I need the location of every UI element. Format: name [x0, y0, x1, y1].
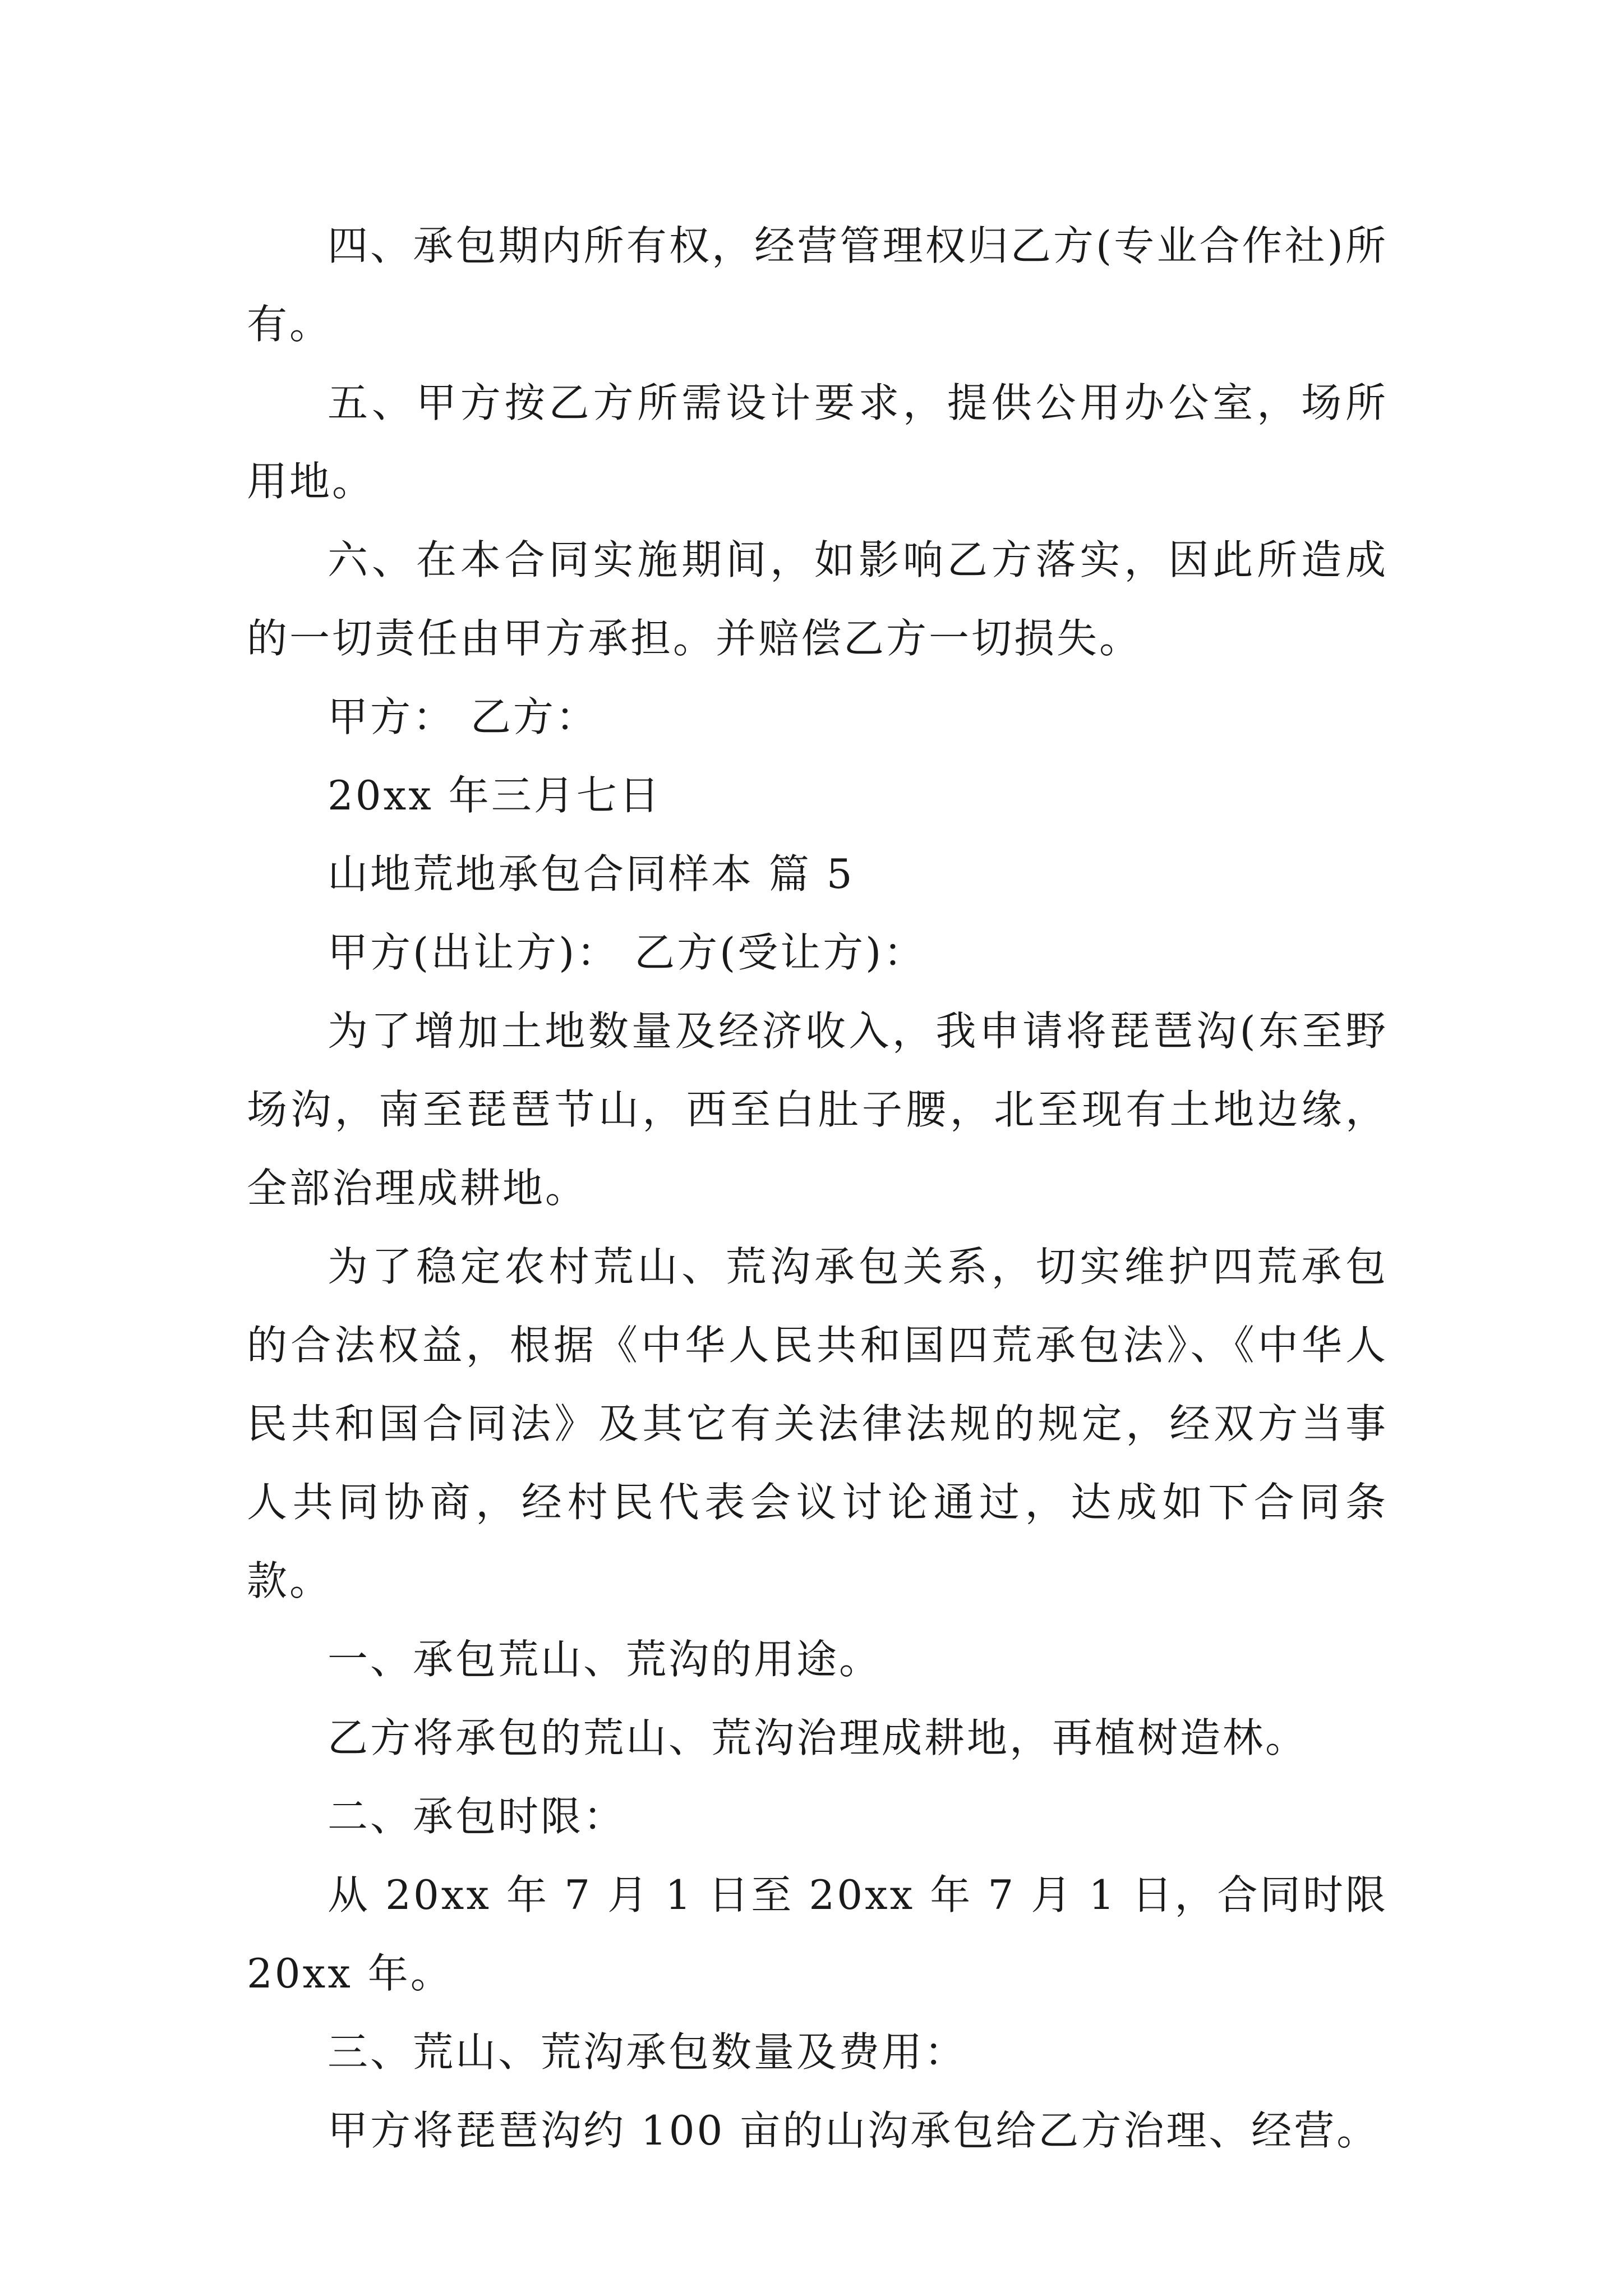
paragraph-application: 为了增加土地数量及经济收入，我申请将琵琶沟(东至野场沟，南至琵琶节山，西至白肚子腰，北至现有土地边缘，全部治理成耕地。	[247, 1007, 1388, 1212]
section-title: 山地荒地承包合同样本 篇 5	[328, 850, 855, 898]
signature-date: 20xx 年三月七日	[328, 772, 662, 819]
clause-3-heading: 三、荒山、荒沟承包数量及费用：	[328, 2028, 967, 2076]
clause-2-body: 从 20xx 年 7 月 1 日至 20xx 年 7 月 1 日，合同时限 20xx 年。	[247, 1871, 1388, 1997]
clause-1-body: 乙方将承包的荒山、荒沟治理成耕地，再植树造林。	[328, 1714, 1308, 1761]
clause-1-heading: 一、承包荒山、荒沟的用途。	[328, 1636, 882, 1683]
paragraph-office-provision: 五、甲方按乙方所需设计要求，提供公用办公室，场所用地。	[247, 379, 1388, 505]
signature-parties-line: 甲方： 乙方：	[328, 693, 598, 740]
paragraph-liability: 六、在本合同实施期间，如影响乙方落实，因此所造成的一切责任由甲方承担。并赔偿乙方一切损失。	[247, 536, 1388, 662]
paragraph-ownership: 四、承包期内所有权，经营管理权归乙方(专业合作社)所有。	[247, 222, 1388, 348]
paragraph-legal-basis: 为了稳定农村荒山、荒沟承包关系，切实维护四荒承包的合法权益，根据《中华人民共和国四荒承包法》、《中华人民共和国合同法》及其它有关法律法规的规定，经双方当事人共同协商，经村民代表会议讨论通过，达成如下合同条款。	[247, 1243, 1388, 1604]
clause-3-body: 甲方将琵琶沟约 100 亩的山沟承包给乙方治理、经营。	[328, 2107, 1380, 2154]
parties-line: 甲方(出让方)： 乙方(受让方)：	[328, 929, 926, 976]
clause-2-heading: 二、承包时限：	[328, 1793, 626, 1840]
document-body	[247, 206, 1388, 2170]
